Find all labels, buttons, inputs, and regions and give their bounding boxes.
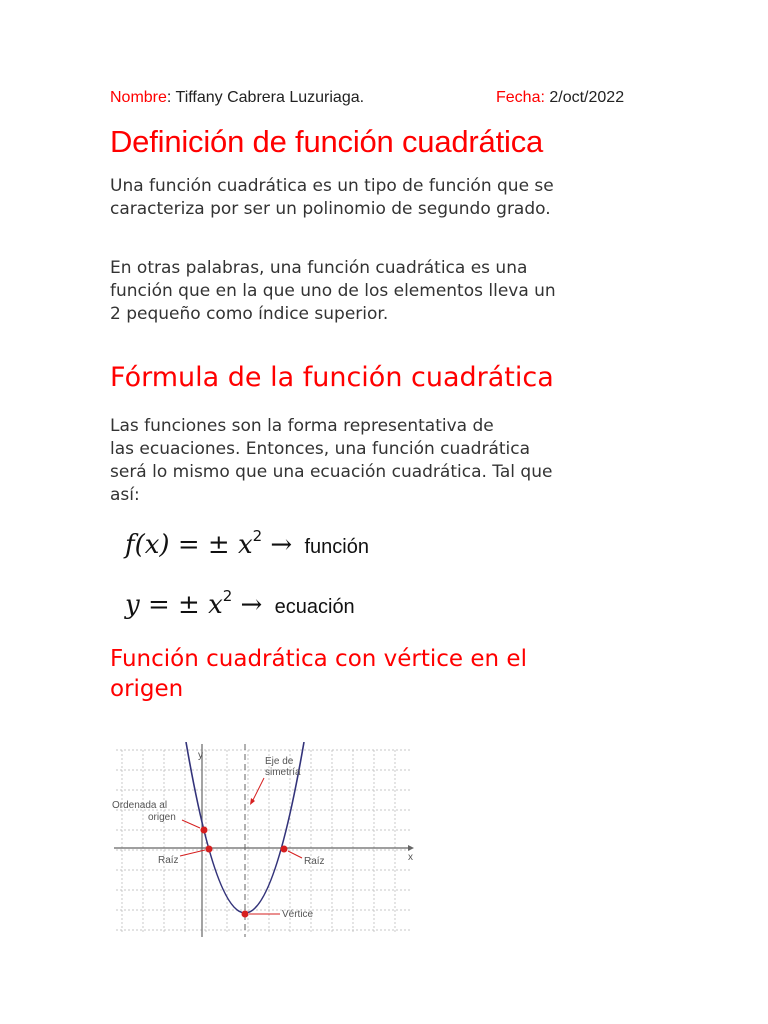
name-label: Nombre (110, 89, 167, 106)
text-line: Una función cuadrática es un tipo de función que se (110, 176, 554, 196)
title-line: Función cuadrática con vértice en el (110, 646, 527, 672)
intercept-point (201, 827, 208, 834)
text-line: será lo mismo que una ecuación cuadrática. Tal que (110, 462, 553, 482)
formula-operator: = ± (169, 530, 238, 560)
text-line: 2 pequeño como índice superior. (110, 304, 389, 324)
date-line (496, 89, 624, 107)
section-title-definition: Definición de función cuadrática (110, 124, 544, 159)
text-line: En otras palabras, una función cuadrática es una (110, 258, 528, 278)
pointer-arrowhead-icon (250, 798, 255, 805)
text-line: caracteriza por ser un polinomio de segundo grado. (110, 199, 551, 219)
formula-equation (125, 587, 355, 620)
arrow-icon: → (262, 530, 301, 560)
symmetry-label: Eje de (265, 756, 294, 767)
root-point-left (206, 846, 213, 853)
formula-variable: x (208, 590, 223, 620)
formula-word: ecuación (274, 596, 355, 618)
formula-exponent: 2 (252, 527, 263, 545)
intercept-label: Ordenada al (112, 800, 168, 811)
text-line: función que en la que uno de los elementos lleva un (110, 281, 556, 301)
formula-operator: = ± (139, 590, 209, 620)
root-point-right (281, 846, 288, 853)
vertex-point (242, 911, 249, 918)
axis-y-label: y (198, 750, 203, 761)
name-line (110, 89, 364, 107)
formula-word: función (304, 536, 369, 558)
axis-x-label: x (408, 852, 413, 863)
text-line: así: (110, 485, 140, 505)
formula-lhs: y (125, 590, 140, 620)
root-left-label: Raíz (158, 855, 179, 866)
date-value: 2/oct/2022 (544, 89, 625, 106)
name-value: : Tiffany Cabrera Luzuriaga. (166, 89, 365, 106)
intercept-label: origen (148, 812, 176, 823)
arrow-icon: → (232, 590, 271, 620)
section-title-formula: Fórmula de la función cuadrática (110, 362, 554, 393)
formula-paragraph (110, 415, 670, 507)
root-right-label: Raíz (304, 856, 325, 867)
date-label: Fecha: (496, 89, 545, 106)
x-axis-arrow-icon (408, 845, 414, 851)
text-line: Las funciones son la forma representativa de (110, 416, 494, 436)
title-line: origen (110, 676, 184, 702)
section-title-vertex (110, 644, 527, 704)
root-left-pointer (180, 850, 205, 856)
formula-variable: x (237, 530, 253, 560)
definition-paragraph-1 (110, 175, 670, 221)
formula-function (125, 527, 369, 560)
definition-paragraph-2 (110, 257, 670, 326)
text-line: las ecuaciones. Entonces, una función cuadrática (110, 439, 531, 459)
parabola-graph (112, 742, 422, 942)
symmetry-label: simetría (265, 767, 301, 778)
formula-lhs: f(x) (125, 530, 170, 560)
formula-exponent: 2 (222, 587, 233, 605)
vertex-label: Vértice (282, 909, 314, 920)
grid (116, 750, 412, 932)
